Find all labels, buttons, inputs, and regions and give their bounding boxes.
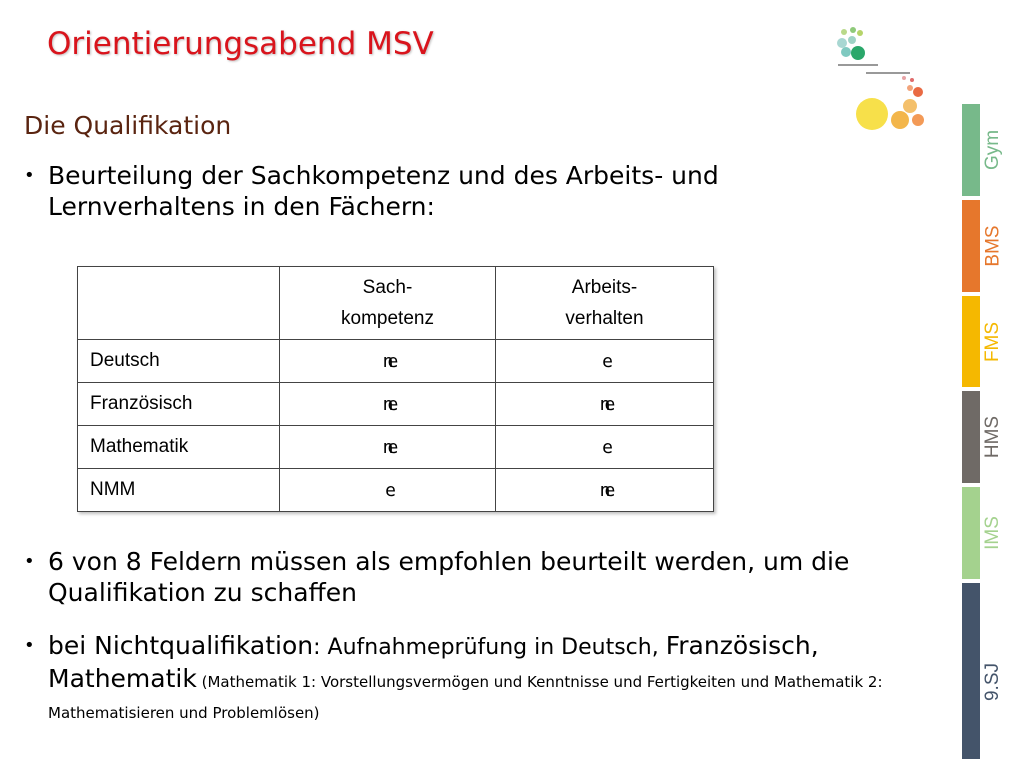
school-logo bbox=[826, 26, 930, 136]
table-header-arbeitsverhalten bbox=[496, 267, 714, 340]
bullet-text: Beurteilung der Sachkompetenz und des Arbeits- und Lernverhaltens in den Fächern: bbox=[48, 161, 719, 221]
table-header-sachkompetenz bbox=[280, 267, 496, 340]
table-cell-sach: ne bbox=[280, 340, 496, 383]
side-tab-label bbox=[978, 487, 1008, 579]
bullet-dot-icon: • bbox=[24, 635, 35, 656]
bullet-lead-2: Französisch, Mathematik bbox=[48, 631, 819, 693]
table-header-row bbox=[78, 267, 714, 340]
table-cell-arbeit: e bbox=[496, 340, 714, 383]
table-row bbox=[78, 426, 714, 469]
side-tab-text: IMS bbox=[981, 516, 1003, 550]
side-tab-label bbox=[978, 296, 1008, 388]
side-tab-label bbox=[978, 200, 1008, 292]
table-cell-sach: e bbox=[280, 469, 496, 512]
header-line: Arbeits- bbox=[571, 277, 638, 298]
table-row bbox=[78, 469, 714, 512]
side-tab-text: Gym bbox=[982, 129, 1004, 171]
page-title: Orientierungsabend MSV bbox=[47, 26, 434, 62]
bullet-small-text: (Mathematik 1: Vorstellungsvermögen und Kenntnisse und Fertigkeiten und Mathematik 2: Mathematisieren und Problemlösen) bbox=[48, 673, 883, 722]
table-cell-sach: ne bbox=[280, 383, 496, 426]
qualification-table bbox=[77, 266, 714, 512]
bullet-text: 6 von 8 Feldern müssen als empfohlen beurteilt werden, um die Qualifikation zu schaffen bbox=[48, 547, 850, 607]
bullet-item bbox=[24, 160, 904, 222]
side-tab-label bbox=[978, 662, 1008, 702]
bullet-item bbox=[24, 546, 904, 608]
table-cell-subject: Französisch bbox=[78, 383, 280, 426]
table-cell-subject: NMM bbox=[78, 469, 280, 512]
bullet-lead: bei Nichtqualifikation bbox=[48, 631, 314, 660]
table-row bbox=[78, 383, 714, 426]
bullet-text bbox=[48, 630, 904, 725]
bullet-item bbox=[24, 630, 904, 725]
side-tab-label bbox=[978, 104, 1008, 196]
header-line: verhalten bbox=[565, 308, 644, 329]
table-cell-subject: Deutsch bbox=[78, 340, 280, 383]
side-tab-text: 9.SJ bbox=[982, 662, 1004, 702]
table-cell-subject: Mathematik bbox=[78, 426, 280, 469]
header-line: Sach- bbox=[362, 277, 413, 298]
side-tab-text: HMS bbox=[982, 415, 1004, 459]
header-line: kompetenz bbox=[341, 308, 434, 329]
bullet-dot-icon: • bbox=[24, 551, 35, 572]
table-cell-arbeit: e bbox=[496, 426, 714, 469]
table-header-empty bbox=[78, 267, 280, 340]
bullet-medium-text: : Aufnahmeprüfung in Deutsch, bbox=[313, 635, 666, 660]
section-subtitle: Die Qualifikation bbox=[24, 111, 232, 140]
table-cell-arbeit: ne bbox=[496, 383, 714, 426]
table-cell-arbeit: ne bbox=[496, 469, 714, 512]
side-tab-text: BMS bbox=[982, 225, 1004, 267]
bullet-dot-icon: • bbox=[24, 165, 35, 186]
side-tab-label bbox=[978, 391, 1008, 483]
side-tab-text: FMS bbox=[982, 321, 1004, 363]
table-row bbox=[78, 340, 714, 383]
table-cell-sach: ne bbox=[280, 426, 496, 469]
